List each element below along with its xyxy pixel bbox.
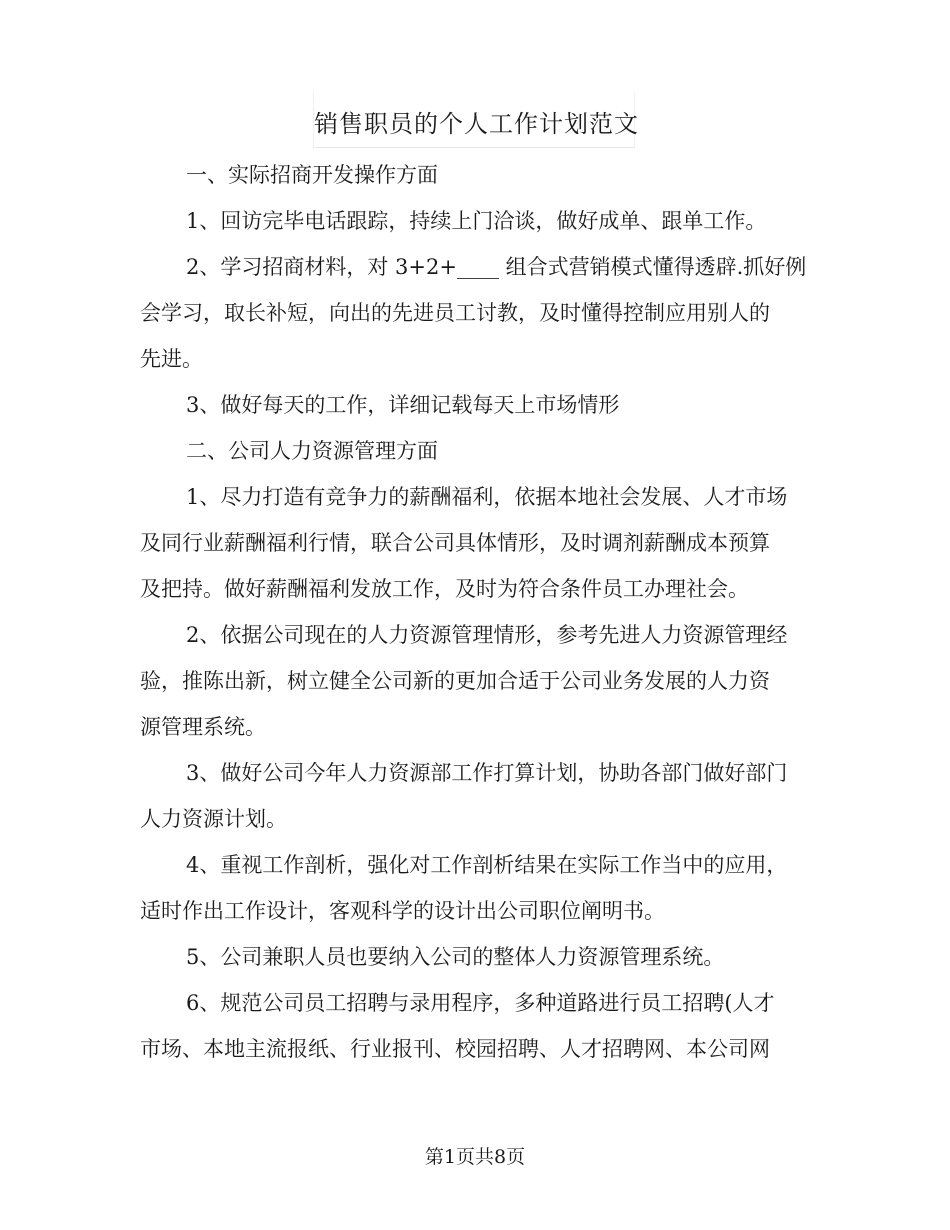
page-footer: 第1页共8页 <box>424 1146 526 1168</box>
paragraph-line: 适时作出工作设计，客观科学的设计出公司职位阐明书。 <box>140 899 665 923</box>
paragraph-line: 1、尽力打造有竞争力的薪酬福利，依据本地社会发展、人才市场 <box>186 485 788 509</box>
paragraph-line: 及同行业薪酬福利行情，联合公司具体情形，及时调剂薪酬成本预算 <box>140 531 770 555</box>
paragraph-line: 源管理系统。 <box>140 715 266 739</box>
paragraph-line: 二、公司人力资源管理方面 <box>186 439 438 463</box>
paragraph-line: 人力资源计划。 <box>140 807 287 831</box>
paragraph <box>140 428 812 474</box>
paragraph <box>140 842 812 934</box>
paragraph-line: 3、做好公司今年人力资源部工作打算计划，协助各部门做好部门 <box>186 761 788 785</box>
paragraph-line: 一、实际招商开发操作方面 <box>186 163 438 187</box>
paragraph-line: 会学习，取长补短，向出的先进员工讨教，及时懂得控制应用别人的 <box>140 301 770 325</box>
paragraph-line: 4、重视工作剖析，强化对工作剖析结果在实际工作当中的应用， <box>186 853 788 877</box>
paragraph <box>140 382 812 428</box>
paragraph-line: 及把持。做好薪酬福利发放工作，及时为符合条件员工办理社会。 <box>140 577 749 601</box>
paragraph-line: 2、依据公司现在的人力资源管理情形，参考先进人力资源管理经 <box>186 623 788 647</box>
title-box <box>313 92 639 148</box>
paragraph-line: 2、学习招商材料，对 3+2+____ 组合式营销模式懂得透辟.抓好例 <box>186 255 807 279</box>
paragraph <box>140 244 812 382</box>
paragraph <box>140 934 812 980</box>
paragraph-line: 1、回访完毕电话跟踪，持续上门洽谈，做好成单、跟单工作。 <box>186 209 767 233</box>
paragraph <box>140 474 812 612</box>
paragraph-line: 市场、本地主流报纸、行业报刊、校园招聘、人才招聘网、本公司网 <box>140 1037 770 1061</box>
paragraph-line: 先进。 <box>140 347 203 371</box>
paragraph-line: 3、做好每天的工作，详细记载每天上市场情形 <box>186 393 620 417</box>
paragraph <box>140 198 812 244</box>
paragraph <box>140 612 812 750</box>
document-body <box>140 152 812 1072</box>
paragraph-line: 6、规范公司员工招聘与录用程序，多种道路进行员工招聘(人才 <box>186 991 775 1015</box>
paragraph <box>140 152 812 198</box>
paragraph-line: 5、公司兼职人员也要纳入公司的整体人力资源管理系统。 <box>186 945 725 969</box>
document-title: 销售职员的个人工作计划范文 <box>314 110 639 138</box>
paragraph-line: 验，推陈出新，树立健全公司新的更加合适于公司业务发展的人力资 <box>140 669 770 693</box>
paragraph <box>140 980 812 1072</box>
paragraph <box>140 750 812 842</box>
